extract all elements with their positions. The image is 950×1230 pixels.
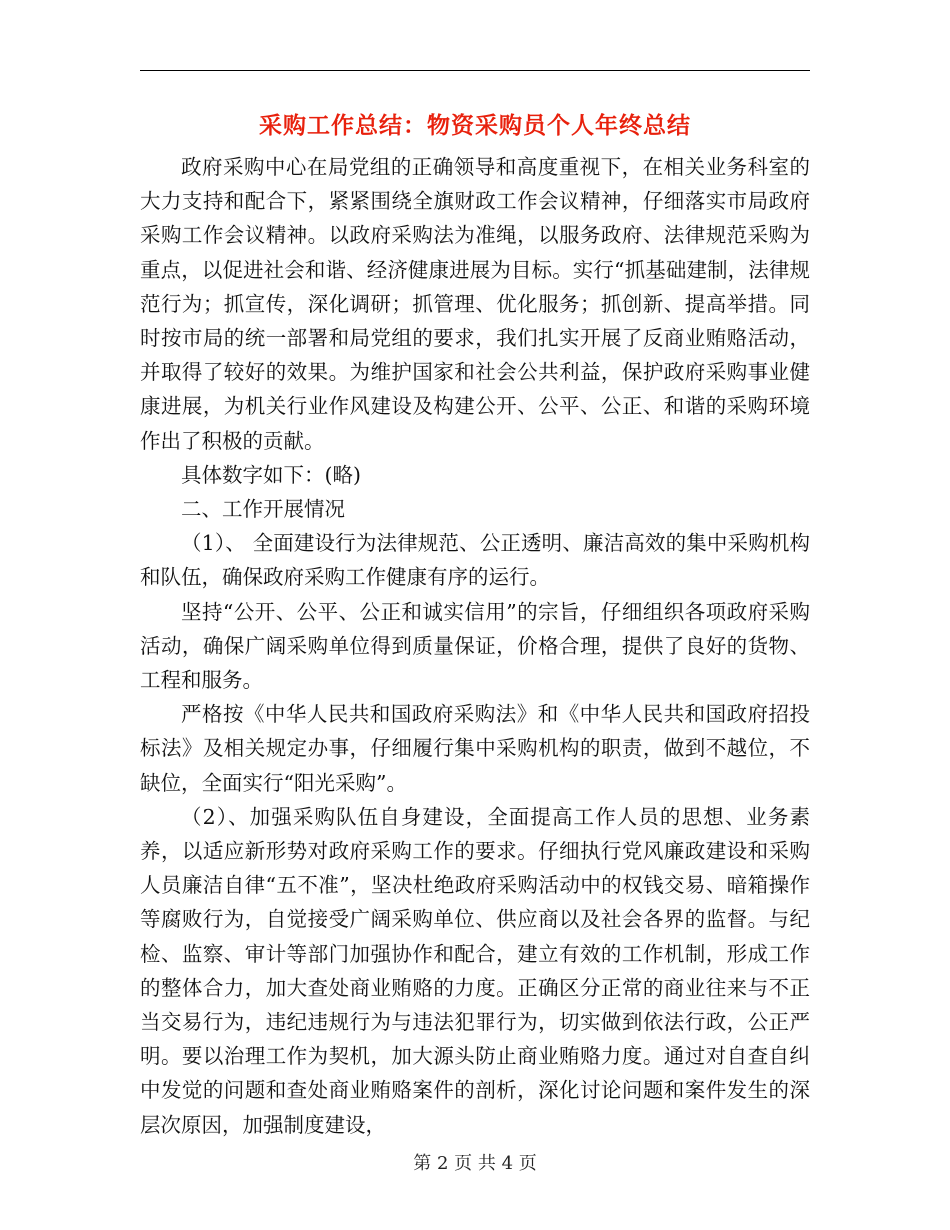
section-heading-work: 二、工作开展情况 xyxy=(181,497,345,522)
paragraph-item-2: （2）、加强采购队伍自身建设，全面提高工作人员的思想、业务素养，以适应新形势对政府采购工作的要求。仔细执行党风廉政建设和采购人员廉洁自律“五不准”，坚决杜绝政府采购活动中的权钱交易、暗箱操作等腐败行为，自觉接受广阔采购单位、供应商以及社会各界的监督。与纪检、监察、审计等部门加强协作和配合，建立有效的工作机制，形成工作的整体合力，加大查处商业贿赂的力度。正确区分正常的商业往来与不正当交易行为，违纪违规行为与违法犯罪行为，切实做到依法行政，公正严明。要以治理工作为契机，加大源头防止商业贿赂力度。通过对自查自纠中发觉的问题和查处商业贿赂案件的剖析，深化讨论问题和案件发生的深层次原因，加强制度建设， xyxy=(140,804,810,1137)
document-body xyxy=(140,150,810,1142)
paragraph-principles: 坚持“公开、公平、公正和诚实信用”的宗旨，仔细组织各项政府采购活动，确保广阔采购单位得到质量保证，价格合理，提供了良好的货物、工程和服务。 xyxy=(140,599,810,693)
paragraph-item-1: （1）、 全面建设行为法律规范、公正透明、廉洁高效的集中采购机构和队伍，确保政府采购工作健康有序的运行。 xyxy=(140,531,810,590)
document-title: 采购工作总结：物资采购员个人年终总结 xyxy=(259,112,691,139)
page-footer xyxy=(0,1151,950,1177)
paragraph-intro: 政府采购中心在局党组的正确领导和高度重视下，在相关业务科室的大力支持和配合下，紧紧围绕全旗财政工作会议精神，仔细落实市局政府采购工作会议精神。以政府采购法为准绳，以服务政府、法律规范采购为重点，以促进社会和谐、经济健康进展为目标。实行“抓基础建制，法律规范行为；抓宣传，深化调研；抓管理、优化服务；抓创新、提高举措。同时按市局的统一部署和局党组的要求，我们扎实开展了反商业贿赂活动，并取得了较好的效果。为维护国家和社会公共利益，保护政府采购事业健康进展，为机关行业作风建设及构建公开、公平、公正、和谐的采购环境作出了积极的贡献。 xyxy=(140,155,810,453)
paragraph-law: 严格按《中华人民共和国政府采购法》和《中华人民共和国政府招投标法》及相关规定办事，仔细履行集中采购机构的职责，做到不越位，不缺位，全面实行“阳光采购”。 xyxy=(140,702,810,795)
page-number-label: 第 2 页 共 4 页 xyxy=(413,1153,537,1174)
header-rule xyxy=(140,70,810,71)
paragraph-figures: 具体数字如下：(略) xyxy=(181,462,361,487)
